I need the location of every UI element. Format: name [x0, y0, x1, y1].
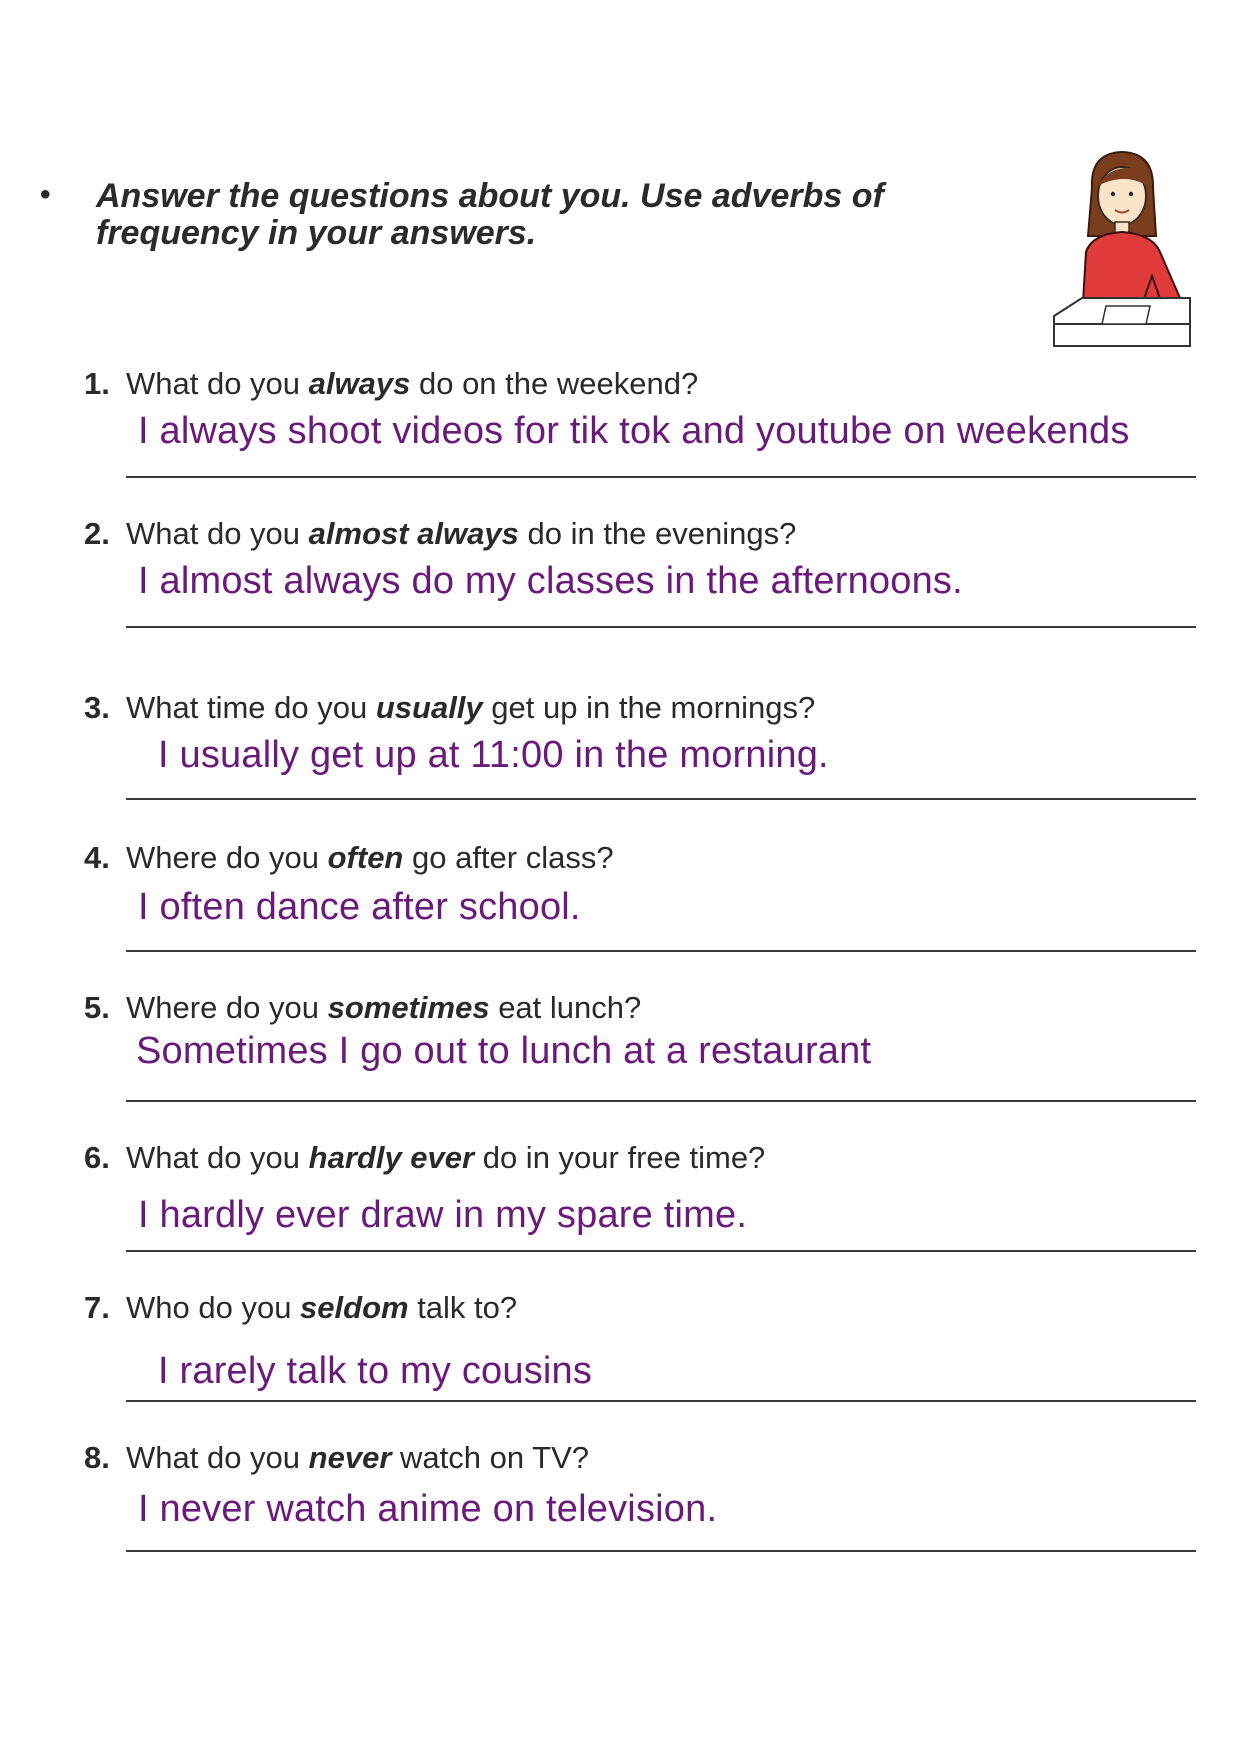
adverb: almost always: [308, 516, 519, 551]
question-text: What do you: [126, 1140, 309, 1175]
answer-2: I almost always do my classes in the afternoons.: [138, 560, 963, 602]
answer-8: I never watch anime on television.: [138, 1488, 718, 1530]
question-2: [84, 516, 796, 552]
answer-7: I rarely talk to my cousins: [158, 1350, 593, 1392]
answer-3: I usually get up at 11:00 in the morning.: [158, 734, 829, 776]
answer-line-2: [126, 626, 1196, 628]
question-text: talk to?: [408, 1290, 518, 1325]
answer-1: I always shoot videos for tik tok and youtube on weekends: [138, 410, 1130, 452]
bullet: •: [40, 178, 51, 211]
instruction: [40, 178, 920, 252]
question-number: 1.: [84, 366, 110, 401]
adverb: never: [308, 1440, 392, 1475]
question-text: Who do you: [126, 1290, 301, 1325]
adverb: always: [308, 366, 411, 401]
adverb: hardly ever: [308, 1140, 475, 1175]
question-text: Where do you: [126, 990, 328, 1025]
answer-line-5: [126, 1100, 1196, 1102]
answer-line-8: [126, 1550, 1196, 1552]
question-text: do on the weekend?: [410, 366, 699, 401]
question-6: [84, 1140, 765, 1176]
question-text: do in your free time?: [474, 1140, 766, 1175]
answer-line-3: [126, 798, 1196, 800]
answer-4: I often dance after school.: [138, 886, 581, 928]
answer-6: I hardly ever draw in my spare time.: [138, 1194, 748, 1236]
answer-5: Sometimes I go out to lunch at a restaurant: [136, 1030, 872, 1072]
question-text: go after class?: [403, 840, 614, 875]
question-number: 6.: [84, 1140, 110, 1175]
answer-line-4: [126, 950, 1196, 952]
question-text: do in the evenings?: [518, 516, 797, 551]
question-number: 3.: [84, 690, 110, 725]
question-text: get up in the mornings?: [482, 690, 816, 725]
girl-writing-icon: [1052, 148, 1192, 354]
question-number: 2.: [84, 516, 110, 551]
question-3: [84, 690, 815, 726]
question-5: [84, 990, 641, 1026]
adverb: seldom: [300, 1290, 409, 1325]
question-number: 7.: [84, 1290, 110, 1325]
answer-line-7: [126, 1400, 1196, 1402]
question-text: watch on TV?: [391, 1440, 589, 1475]
question-text: What time do you: [126, 690, 376, 725]
question-number: 4.: [84, 840, 110, 875]
adverb: sometimes: [327, 990, 490, 1025]
adverb: usually: [375, 690, 483, 725]
question-1: [84, 366, 698, 402]
question-text: What do you: [126, 516, 309, 551]
question-4: [84, 840, 614, 876]
instruction-text: Answer the questions about you. Use adverbs of frequency in your answers.: [96, 177, 884, 252]
answer-line-6: [126, 1250, 1196, 1252]
question-8: [84, 1440, 589, 1476]
question-number: 8.: [84, 1440, 110, 1475]
question-text: eat lunch?: [489, 990, 642, 1025]
question-number: 5.: [84, 990, 110, 1025]
question-text: Where do you: [126, 840, 328, 875]
question-text: What do you: [126, 366, 309, 401]
question-text: What do you: [126, 1440, 309, 1475]
answer-line-1: [126, 476, 1196, 478]
adverb: often: [327, 840, 404, 875]
question-7: [84, 1290, 517, 1326]
